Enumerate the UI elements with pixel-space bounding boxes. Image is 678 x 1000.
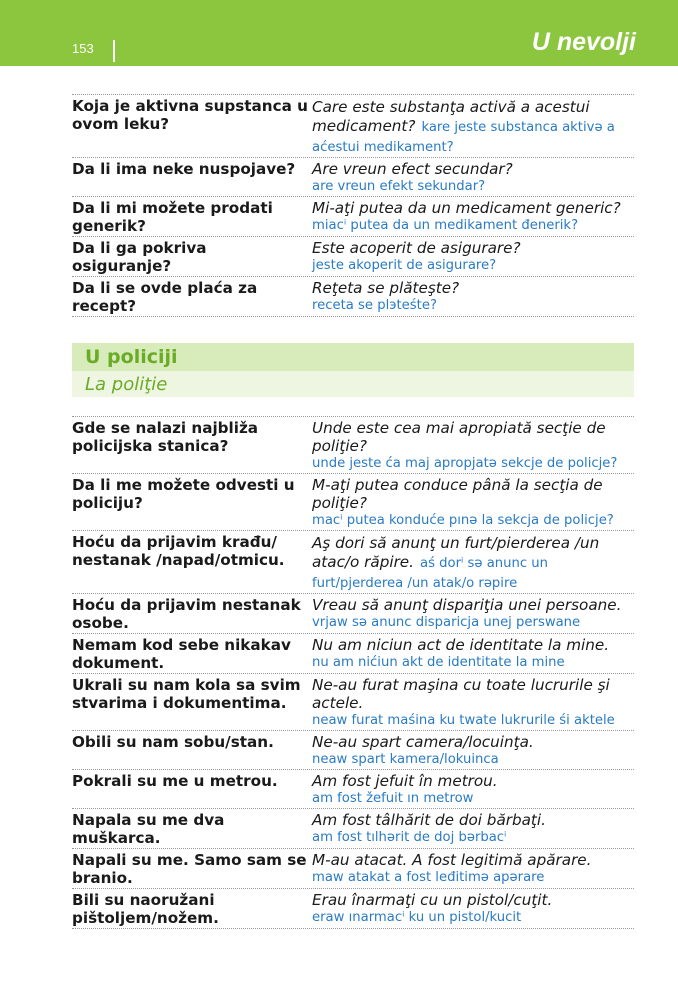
pronunciation: miacⁱ putea da un medikament đenerik? <box>312 218 579 233</box>
romanian-phrase: Ne-au furat maşina cu toate lucrurile şi actele. <box>312 676 610 712</box>
table-row <box>72 888 634 929</box>
table-row <box>72 473 634 530</box>
romanian-cell <box>312 811 634 847</box>
romanian-cell <box>312 239 634 275</box>
serbian-phrase: Da li ga pokriva osiguranje? <box>72 239 207 275</box>
pronunciation: aś dorⁱ sə anunc un furt/pjerderea /un atak/o rəpire <box>312 556 549 591</box>
romanian-phrase: Erau înarmaţi cu un pistol/cuţit. <box>312 891 553 909</box>
romanian-cell <box>312 596 634 632</box>
table-row <box>72 196 634 236</box>
serbian-phrase: Obili su nam sobu/stan. <box>72 733 274 751</box>
page-number: 153 <box>72 41 94 56</box>
serbian-phrase: Napali su me. Samo sam se branio. <box>72 851 307 887</box>
serbian-phrase: Koja je aktivna supstanca u ovom leku? <box>72 97 308 133</box>
section-subtitle-bar <box>72 371 634 397</box>
serbian-phrase: Nemam kod sebe nikakav dokument. <box>72 636 291 672</box>
romanian-cell <box>312 733 634 768</box>
table-row <box>72 730 634 769</box>
section-subtitle: La poliţie <box>85 373 168 395</box>
romanian-phrase: M-aţi putea conduce până la secţia de poliţie? <box>312 476 603 512</box>
romanian-phrase: Am fost tâlhărit de doi bărbaţi. <box>312 811 546 829</box>
phrase-table-police <box>72 416 634 929</box>
serbian-phrase: Da li se ovde plaća za recept? <box>72 279 258 315</box>
serbian-phrase: Pokrali su me u metrou. <box>72 772 278 790</box>
romanian-phrase: Reţeta se plăteşte? <box>312 279 460 297</box>
romanian-phrase: M-au atacat. A fost legitimă apărare. <box>312 851 592 869</box>
romanian-phrase: Mi-aţi putea da un medicament generic? <box>312 199 621 217</box>
romanian-cell <box>312 476 634 529</box>
serbian-phrase: Bili su naoružani pištoljem/nožem. <box>72 891 219 927</box>
table-row <box>72 416 634 473</box>
pronunciation: am fost tılhərit de doj bərbacⁱ <box>312 830 507 845</box>
section-header <box>72 343 634 397</box>
table-row <box>72 236 634 276</box>
phrase-table-pharmacy <box>72 94 634 317</box>
pronunciation: neaw spart kamera/lokuinca <box>312 752 499 767</box>
table-row <box>72 808 634 848</box>
romanian-cell <box>312 199 634 235</box>
romanian-cell <box>312 279 634 315</box>
pronunciation: eraw ınarmacⁱ ku un pistol/kucit <box>312 910 522 925</box>
romanian-phrase: Care este substanţa activă a acestui medicament? <box>312 98 590 135</box>
romanian-cell <box>312 676 634 729</box>
section-title: U policiji <box>85 346 178 368</box>
serbian-phrase: Da li mi možete prodati generik? <box>72 199 273 235</box>
romanian-cell <box>312 533 634 592</box>
romanian-phrase: Unde este cea mai apropiată secţie de poliţie? <box>312 419 606 455</box>
romanian-cell <box>312 97 634 156</box>
serbian-phrase: Napala su me dva muškarca. <box>72 811 225 847</box>
serbian-phrase: Hoću da prijavim krađu/ nestanak /napad/otmicu. <box>72 533 285 569</box>
romanian-phrase: Aş dori să anunţ un furt/pierderea /un atac/o răpire. <box>312 534 600 571</box>
romanian-phrase: Am fost jefuit în metrou. <box>312 772 498 790</box>
romanian-phrase: Ne-au spart camera/locuinţa. <box>312 733 534 751</box>
pronunciation: are vreun efekt sekundar? <box>312 179 486 194</box>
pronunciation: kare jeste substanca aktivə a aćestui medikament? <box>312 120 615 155</box>
romanian-cell <box>312 891 634 927</box>
pronunciation: receta se plэteśte? <box>312 298 437 313</box>
pronunciation: unde jeste ća maj apropjatə sekcje de policje? <box>312 456 618 471</box>
table-row <box>72 276 634 317</box>
serbian-phrase: Ukrali su nam kola sa svim stvarima i dokumentima. <box>72 676 301 712</box>
table-row <box>72 530 634 593</box>
table-row <box>72 633 634 673</box>
romanian-phrase: Are vreun efect secundar? <box>312 160 513 178</box>
romanian-phrase: Vreau să anunţ dispariţia unei persoane. <box>312 596 622 614</box>
pronunciation: am fost žefuit ın metrow <box>312 791 474 806</box>
table-row <box>72 94 634 157</box>
pronunciation: macⁱ putea konduće pınə la sekcja de policje? <box>312 513 614 528</box>
romanian-cell <box>312 419 634 472</box>
romanian-cell <box>312 160 634 195</box>
table-row <box>72 157 634 196</box>
table-row <box>72 769 634 808</box>
pronunciation: maw atakat a fost leđitimə apərare <box>312 870 545 885</box>
serbian-phrase: Da li me možete odvesti u policiju? <box>72 476 295 512</box>
pronunciation: neaw furat maśina ku twate lukrurile śi aktele <box>312 713 615 728</box>
table-row <box>72 593 634 633</box>
romanian-phrase: Nu am niciun act de identitate la mine. <box>312 636 610 654</box>
romanian-cell <box>312 851 634 887</box>
serbian-phrase: Da li ima neke nuspojave? <box>72 160 296 178</box>
pronunciation: vrjaw sə anunc disparicja unej perswane <box>312 615 581 630</box>
serbian-phrase: Gde se nalazi najbliža policijska stanica? <box>72 419 259 455</box>
pronunciation: nu am nićiun akt de identitate la mine <box>312 655 565 670</box>
romanian-phrase: Este acoperit de asigurare? <box>312 239 521 257</box>
romanian-cell <box>312 772 634 807</box>
serbian-phrase: Hoću da prijavim nestanak osobe. <box>72 596 301 632</box>
chapter-title: U nevolji <box>531 28 636 56</box>
section-title-bar <box>72 343 634 371</box>
romanian-cell <box>312 636 634 672</box>
table-row <box>72 673 634 730</box>
table-row <box>72 848 634 888</box>
page-header <box>0 0 678 66</box>
pronunciation: jeste akoperit de asigurare? <box>312 258 497 273</box>
header-divider <box>113 40 115 62</box>
